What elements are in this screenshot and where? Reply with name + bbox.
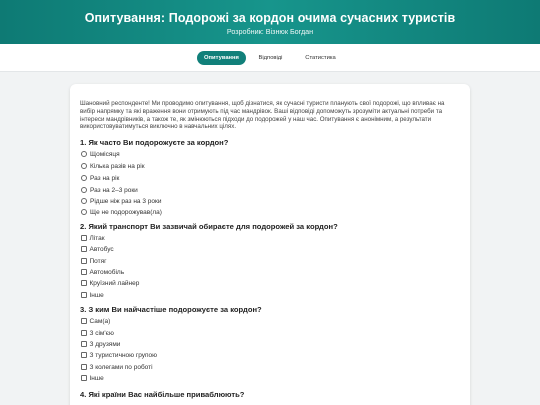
checkbox[interactable] (81, 352, 87, 358)
option-label: Ще не подорожував(ла) (90, 209, 162, 216)
checkbox-option[interactable] (81, 317, 110, 326)
author-subtitle: Розробник: Візнюк Богдан (226, 27, 314, 36)
checkbox[interactable] (81, 292, 87, 298)
checkbox[interactable] (81, 341, 87, 347)
checkbox-option[interactable] (81, 234, 105, 243)
tab-answers[interactable]: Відповіді (258, 55, 283, 61)
question-title: 4. Які країни Вас найбільше приваблюють? (80, 390, 245, 399)
checkbox[interactable] (81, 330, 87, 336)
tab-survey[interactable]: Опитування (197, 51, 246, 65)
nav-bar (0, 44, 540, 72)
radio-button[interactable] (81, 198, 87, 204)
radio-button[interactable] (81, 209, 87, 215)
checkbox-option[interactable] (81, 268, 124, 277)
option-label: Автомобіль (89, 269, 125, 276)
option-label: Автобус (89, 246, 114, 253)
radio-option[interactable] (81, 186, 138, 195)
option-label: Літак (89, 235, 105, 242)
option-label: Щомісяця (90, 151, 120, 158)
tab-statistics[interactable]: Статистика (305, 55, 336, 61)
checkbox-option[interactable] (81, 374, 104, 383)
radio-button[interactable] (81, 151, 87, 157)
question-title: 2. Який транспорт Ви зазвичай обираєте для подорожей за кордон? (80, 222, 338, 231)
checkbox[interactable] (81, 269, 87, 275)
checkbox[interactable] (81, 246, 87, 252)
option-label: З колегами по роботі (89, 364, 153, 371)
option-label: З сім'єю (89, 330, 114, 337)
checkbox-option[interactable] (81, 257, 107, 266)
option-label: Інше (89, 375, 104, 382)
checkbox-option[interactable] (81, 245, 114, 254)
radio-button[interactable] (81, 187, 87, 193)
option-label: Рідше ніж раз на 3 роки (90, 198, 162, 205)
radio-button[interactable] (81, 175, 87, 181)
page-title: Опитування: Подорожі за кордон очима сучасних туристів (84, 11, 456, 25)
option-label: Інше (89, 292, 104, 299)
checkbox[interactable] (81, 318, 87, 324)
survey-intro: Шановний респонденте! Ми проводимо опитування, щоб дізнатися, як сучасні туристи планують свої подорожі, що впливає на вибір напрямку та які враження вони отримують під час мандрівок. Ваші відповіді допоможуть зрозуміти актуальні потреби та інтереси мандрівників, а також те, як змінюються підходи до подорожей у наш час. Опитування є анонімним, а результати використовуватимуться виключно в навчальних цілях. (80, 100, 445, 131)
option-label: Кілька разів на рік (90, 163, 145, 170)
checkbox-option[interactable] (81, 279, 139, 288)
checkbox-option[interactable] (81, 363, 153, 372)
question-title: 3. З ким Ви найчастіше подорожуєте за кордон? (80, 305, 262, 314)
radio-option[interactable] (81, 197, 161, 206)
checkbox[interactable] (81, 375, 87, 381)
option-label: Раз на рік (90, 175, 120, 182)
checkbox-option[interactable] (81, 351, 157, 360)
checkbox[interactable] (81, 280, 87, 286)
radio-button[interactable] (81, 163, 87, 169)
page-header (0, 0, 540, 44)
option-label: Сам(а) (89, 318, 111, 325)
option-label: З друзями (89, 341, 121, 348)
radio-option[interactable] (81, 162, 145, 171)
checkbox-option[interactable] (81, 340, 120, 349)
checkbox-option[interactable] (81, 291, 104, 300)
option-label: З туристичною групою (89, 352, 158, 359)
checkbox[interactable] (81, 364, 87, 370)
checkbox[interactable] (81, 235, 87, 241)
radio-option[interactable] (81, 174, 119, 183)
question-title: 1. Як часто Ви подорожуєте за кордон? (80, 138, 229, 147)
checkbox[interactable] (81, 258, 87, 264)
checkbox-option[interactable] (81, 329, 114, 338)
option-label: Потяг (89, 258, 107, 265)
radio-option[interactable] (81, 150, 120, 159)
option-label: Круїзний лайнер (89, 280, 140, 287)
radio-option[interactable] (81, 208, 162, 217)
option-label: Раз на 2–3 роки (90, 187, 138, 194)
